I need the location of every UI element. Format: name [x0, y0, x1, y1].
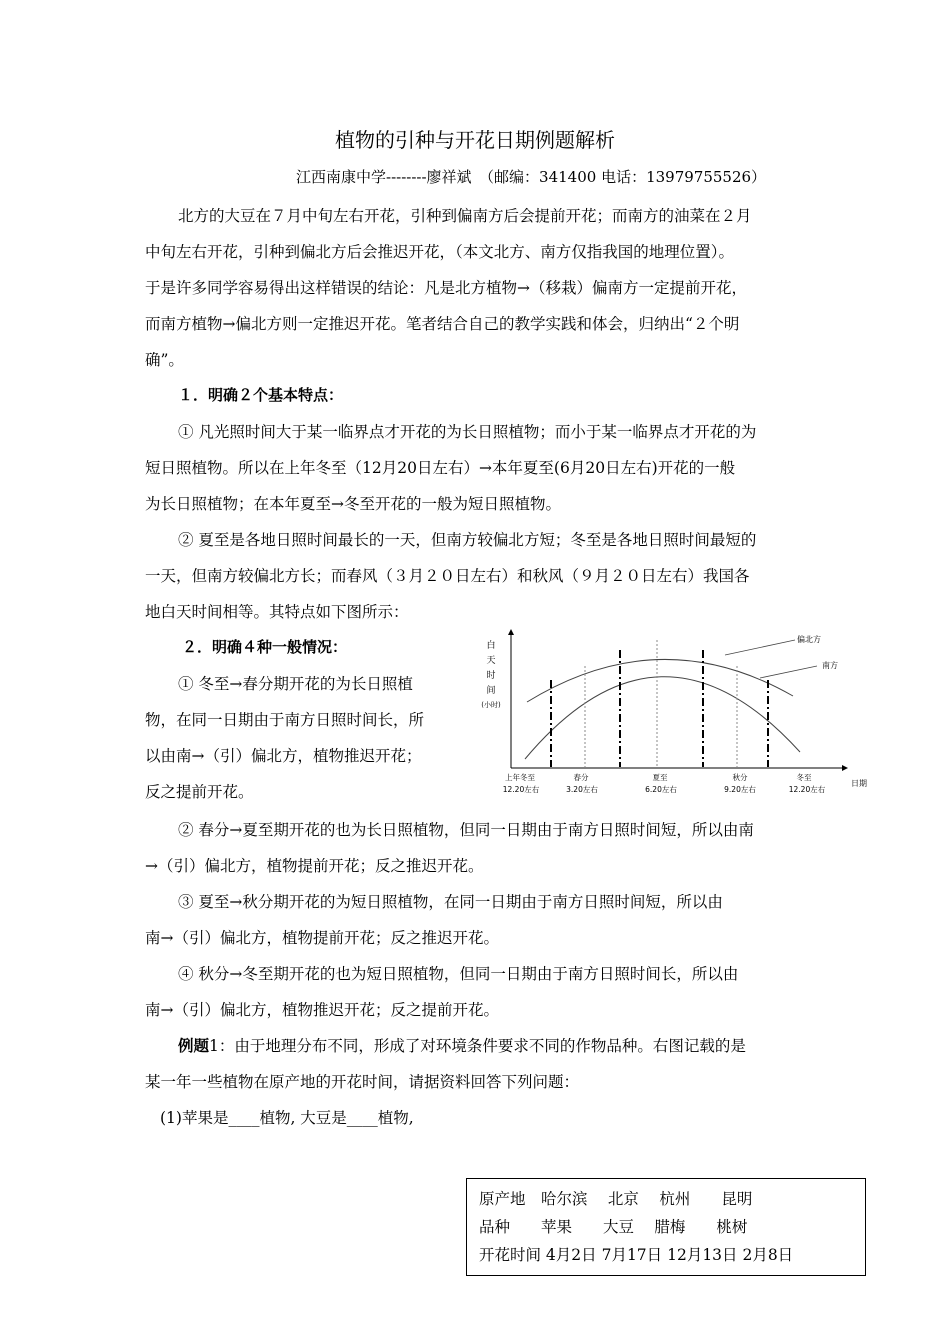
- x-axis-label: 日期: [851, 779, 867, 788]
- y-label-char-4: 间: [486, 686, 496, 696]
- case2-line-2: →（引）偏北方，植物提前开花；反之推迟开花。: [145, 857, 484, 875]
- x-tick-0-bottom: 12.20左右: [502, 785, 540, 794]
- case3-line-1: ③ 夏至→秋分期开花的为短日照植物，在同一日期由于南方日照时间短，所以由: [178, 893, 723, 911]
- series-south-curve: [527, 659, 793, 702]
- table-row-origin: 原产地 哈尔滨 北京 杭州 昆明: [479, 1190, 753, 1208]
- table-row-variety: 品种 苹果 大豆 腊梅 桃树: [479, 1218, 748, 1236]
- intro-line-3: 于是许多同学容易得出这样错误的结论：凡是北方植物→（移栽）偏南方一定提前开花，: [145, 279, 747, 297]
- x-tick-4-top: 冬至: [796, 773, 812, 782]
- north-leader: [725, 640, 795, 655]
- page-title: 植物的引种与开花日期例题解析: [335, 128, 615, 152]
- case1-line-2: 物，在同一日期由于南方日照时间长，所: [145, 711, 425, 729]
- author-line: 江西南康中学--------廖祥斌 （邮编：341400 电话：13979755526）: [296, 168, 767, 186]
- legend-south: 南方: [822, 661, 838, 670]
- intro-line-4: 而南方植物→偏北方则一定推迟开花。笔者结合自己的教学实践和体会，归纳出“２个明: [145, 315, 740, 333]
- case1-line-4: 反之提前开花。: [145, 783, 254, 801]
- x-tick-1-top: 春分: [573, 773, 589, 782]
- example-line-1: [178, 1034, 746, 1056]
- x-tick-3-top: 秋分: [732, 773, 748, 782]
- section1-p1-line-1: ① 凡光照时间大于某一临界点才开花的为长日照植物；而小于某一临界点才开花的为: [178, 423, 757, 441]
- x-tick-0-top: 上年冬至: [505, 773, 535, 782]
- x-tick-2-top: 夏至: [652, 773, 668, 782]
- intro-line-2: 中旬左右开花，引种到偏北方后会推迟开花，（本文北方、南方仅指我国的地理位置）。: [145, 243, 735, 261]
- x-tick-2-bottom: 6.20左右: [645, 785, 677, 794]
- case4-line-1: ④ 秋分→冬至期开花的也为短日照植物，但同一日期由于南方日照时间长，所以由: [178, 965, 739, 983]
- example-label: 例题: [178, 1036, 210, 1055]
- y-label-char-3: 时: [486, 671, 496, 681]
- y-label-char-1: 白: [486, 641, 496, 651]
- legend-north: 偏北方: [797, 635, 821, 644]
- section1-heading: １．明确２个基本特点：: [178, 386, 344, 404]
- case1-line-3: 以由南→（引）偏北方，植物推迟开花；: [145, 747, 422, 765]
- south-leader: [760, 666, 817, 678]
- x-tick-3-bottom: 9.20左右: [724, 785, 756, 794]
- section1-p2-line-3: 地白天时间相等。其特点如下图所示：: [145, 603, 409, 621]
- case2-line-1: ② 春分→夏至期开花的也为长日照植物，但同一日期由于南方日照时间短，所以由南: [178, 821, 754, 839]
- series-north-curve: [525, 677, 800, 759]
- section1-p1-line-2: 短日照植物。所以在上年冬至（12月20日左右）→本年夏至(6月20日左右)开花的一般: [145, 459, 736, 477]
- intro-line-1: 北方的大豆在７月中旬左右开花，引种到偏南方后会提前开花；而南方的油菜在２月: [178, 207, 752, 225]
- example-line-1-text: 1：由于地理分布不同，形成了对环境条件要求不同的作物品种。右图记载的是: [209, 1037, 746, 1055]
- y-label-char-2: 天: [486, 656, 496, 666]
- section1-p2-line-1: ② 夏至是各地日照时间最长的一天，但南方较偏北方短；冬至是各地日照时间最短的: [178, 531, 757, 549]
- daylight-chart: [455, 628, 885, 803]
- example-line-2: 某一年一些植物在原产地的开花时间，请据资料回答下列问题：: [145, 1073, 580, 1091]
- intro-line-5: 确”。: [145, 351, 184, 369]
- section1-p1-line-3: 为长日照植物；在本年夏至→冬至开花的一般为短日照植物。: [145, 495, 561, 513]
- y-unit: (小时): [481, 701, 501, 709]
- section1-p2-line-2: 一天，但南方较偏北方长；而春风（３月２０日左右）和秋风（９月２０日左右）我国各: [145, 567, 750, 585]
- section2-heading: ２．明确４种一般情况：: [182, 638, 348, 656]
- x-tick-1-bottom: 3.20左右: [566, 785, 598, 794]
- data-table: [466, 1178, 866, 1276]
- question-1: (1)苹果是____植物, 大豆是____植物,: [160, 1109, 414, 1127]
- case4-line-2: 南→（引）偏北方，植物推迟开花；反之提前开花。: [145, 1001, 499, 1019]
- table-row-bloom-date: 开花时间 4月2日 7月17日 12月13日 2月8日: [479, 1246, 794, 1264]
- case3-line-2: 南→（引）偏北方，植物提前开花；反之推迟开花。: [145, 929, 499, 947]
- case1-line-1: ① 冬至→春分期开花的为长日照植: [178, 675, 413, 693]
- x-tick-4-bottom: 12.20左右: [788, 785, 826, 794]
